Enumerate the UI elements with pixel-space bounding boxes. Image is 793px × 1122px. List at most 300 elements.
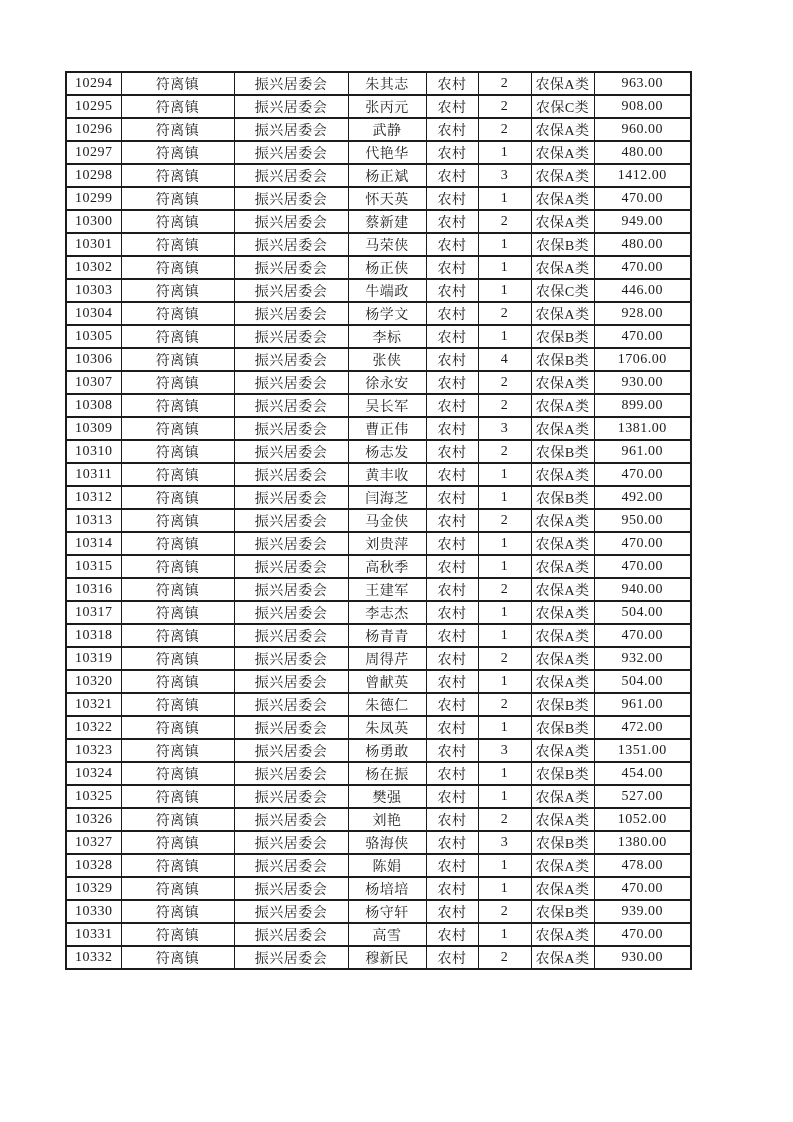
cell-amount: 908.00 bbox=[594, 95, 691, 118]
cell-person-name: 刘贵萍 bbox=[348, 532, 426, 555]
cell-town: 符离镇 bbox=[121, 118, 234, 141]
table-row bbox=[66, 854, 691, 877]
cell-insurance-type: 农保C类 bbox=[531, 279, 594, 302]
cell-amount: 504.00 bbox=[594, 670, 691, 693]
cell-committee: 振兴居委会 bbox=[234, 923, 348, 946]
cell-amount: 527.00 bbox=[594, 785, 691, 808]
cell-amount: 470.00 bbox=[594, 325, 691, 348]
table-row bbox=[66, 716, 691, 739]
cell-category: 农村 bbox=[426, 739, 478, 762]
cell-person-count: 2 bbox=[478, 118, 531, 141]
cell-person-count: 1 bbox=[478, 555, 531, 578]
cell-person-name: 朱凤英 bbox=[348, 716, 426, 739]
cell-person-name: 马荣侠 bbox=[348, 233, 426, 256]
cell-person-name: 马金侠 bbox=[348, 509, 426, 532]
cell-town: 符离镇 bbox=[121, 256, 234, 279]
cell-person-name: 刘艳 bbox=[348, 808, 426, 831]
cell-insurance-type: 农保A类 bbox=[531, 555, 594, 578]
cell-committee: 振兴居委会 bbox=[234, 854, 348, 877]
cell-record-id: 10296 bbox=[66, 118, 121, 141]
table-row bbox=[66, 279, 691, 302]
cell-record-id: 10306 bbox=[66, 348, 121, 371]
table-row bbox=[66, 164, 691, 187]
cell-amount: 1351.00 bbox=[594, 739, 691, 762]
cell-person-name: 李志杰 bbox=[348, 601, 426, 624]
cell-committee: 振兴居委会 bbox=[234, 877, 348, 900]
cell-amount: 1052.00 bbox=[594, 808, 691, 831]
cell-committee: 振兴居委会 bbox=[234, 463, 348, 486]
cell-category: 农村 bbox=[426, 164, 478, 187]
cell-town: 符离镇 bbox=[121, 739, 234, 762]
cell-person-name: 闫海芝 bbox=[348, 486, 426, 509]
table-row bbox=[66, 210, 691, 233]
cell-insurance-type: 农保A类 bbox=[531, 532, 594, 555]
cell-person-count: 2 bbox=[478, 693, 531, 716]
cell-person-count: 1 bbox=[478, 463, 531, 486]
cell-amount: 1706.00 bbox=[594, 348, 691, 371]
cell-committee: 振兴居委会 bbox=[234, 555, 348, 578]
cell-town: 符离镇 bbox=[121, 394, 234, 417]
cell-person-count: 2 bbox=[478, 509, 531, 532]
cell-amount: 480.00 bbox=[594, 141, 691, 164]
cell-insurance-type: 农保A类 bbox=[531, 785, 594, 808]
cell-person-name: 杨在振 bbox=[348, 762, 426, 785]
cell-insurance-type: 农保B类 bbox=[531, 486, 594, 509]
cell-record-id: 10312 bbox=[66, 486, 121, 509]
cell-town: 符离镇 bbox=[121, 946, 234, 969]
cell-insurance-type: 农保A类 bbox=[531, 578, 594, 601]
cell-insurance-type: 农保A类 bbox=[531, 463, 594, 486]
cell-committee: 振兴居委会 bbox=[234, 785, 348, 808]
cell-insurance-type: 农保B类 bbox=[531, 831, 594, 854]
cell-insurance-type: 农保B类 bbox=[531, 762, 594, 785]
cell-insurance-type: 农保A类 bbox=[531, 877, 594, 900]
cell-person-name: 张丙元 bbox=[348, 95, 426, 118]
cell-town: 符离镇 bbox=[121, 670, 234, 693]
cell-insurance-type: 农保B类 bbox=[531, 693, 594, 716]
cell-category: 农村 bbox=[426, 923, 478, 946]
cell-committee: 振兴居委会 bbox=[234, 440, 348, 463]
cell-town: 符离镇 bbox=[121, 371, 234, 394]
cell-category: 农村 bbox=[426, 371, 478, 394]
cell-person-count: 1 bbox=[478, 624, 531, 647]
cell-committee: 振兴居委会 bbox=[234, 739, 348, 762]
cell-record-id: 10326 bbox=[66, 808, 121, 831]
cell-category: 农村 bbox=[426, 118, 478, 141]
cell-record-id: 10311 bbox=[66, 463, 121, 486]
cell-amount: 949.00 bbox=[594, 210, 691, 233]
cell-record-id: 10323 bbox=[66, 739, 121, 762]
cell-amount: 470.00 bbox=[594, 555, 691, 578]
table-row bbox=[66, 95, 691, 118]
cell-town: 符离镇 bbox=[121, 302, 234, 325]
cell-person-count: 1 bbox=[478, 187, 531, 210]
cell-record-id: 10308 bbox=[66, 394, 121, 417]
cell-person-count: 1 bbox=[478, 256, 531, 279]
cell-person-name: 樊强 bbox=[348, 785, 426, 808]
cell-record-id: 10303 bbox=[66, 279, 121, 302]
cell-record-id: 10328 bbox=[66, 854, 121, 877]
cell-person-count: 2 bbox=[478, 900, 531, 923]
cell-person-count: 2 bbox=[478, 394, 531, 417]
cell-amount: 899.00 bbox=[594, 394, 691, 417]
cell-person-name: 高雪 bbox=[348, 923, 426, 946]
cell-town: 符离镇 bbox=[121, 233, 234, 256]
cell-insurance-type: 农保A类 bbox=[531, 187, 594, 210]
cell-category: 农村 bbox=[426, 785, 478, 808]
cell-committee: 振兴居委会 bbox=[234, 900, 348, 923]
cell-person-count: 3 bbox=[478, 164, 531, 187]
cell-amount: 940.00 bbox=[594, 578, 691, 601]
cell-person-name: 朱其志 bbox=[348, 72, 426, 95]
cell-record-id: 10329 bbox=[66, 877, 121, 900]
cell-amount: 454.00 bbox=[594, 762, 691, 785]
cell-person-name: 杨学文 bbox=[348, 302, 426, 325]
cell-record-id: 10307 bbox=[66, 371, 121, 394]
cell-town: 符离镇 bbox=[121, 601, 234, 624]
cell-record-id: 10300 bbox=[66, 210, 121, 233]
cell-town: 符离镇 bbox=[121, 578, 234, 601]
cell-committee: 振兴居委会 bbox=[234, 946, 348, 969]
cell-person-name: 牛端政 bbox=[348, 279, 426, 302]
table-row bbox=[66, 141, 691, 164]
table-row bbox=[66, 325, 691, 348]
table-row bbox=[66, 440, 691, 463]
table-row bbox=[66, 946, 691, 969]
cell-person-name: 吴长军 bbox=[348, 394, 426, 417]
cell-category: 农村 bbox=[426, 670, 478, 693]
cell-record-id: 10295 bbox=[66, 95, 121, 118]
cell-insurance-type: 农保B类 bbox=[531, 900, 594, 923]
cell-record-id: 10316 bbox=[66, 578, 121, 601]
cell-amount: 472.00 bbox=[594, 716, 691, 739]
cell-town: 符离镇 bbox=[121, 693, 234, 716]
cell-town: 符离镇 bbox=[121, 831, 234, 854]
cell-insurance-type: 农保A类 bbox=[531, 647, 594, 670]
cell-amount: 470.00 bbox=[594, 187, 691, 210]
cell-town: 符离镇 bbox=[121, 808, 234, 831]
cell-record-id: 10327 bbox=[66, 831, 121, 854]
cell-amount: 960.00 bbox=[594, 118, 691, 141]
cell-town: 符离镇 bbox=[121, 440, 234, 463]
cell-record-id: 10302 bbox=[66, 256, 121, 279]
cell-town: 符离镇 bbox=[121, 348, 234, 371]
cell-category: 农村 bbox=[426, 210, 478, 233]
table-body bbox=[66, 72, 691, 969]
table-row bbox=[66, 693, 691, 716]
cell-insurance-type: 农保A类 bbox=[531, 417, 594, 440]
cell-category: 农村 bbox=[426, 647, 478, 670]
cell-person-count: 4 bbox=[478, 348, 531, 371]
cell-record-id: 10330 bbox=[66, 900, 121, 923]
cell-person-count: 1 bbox=[478, 762, 531, 785]
cell-amount: 928.00 bbox=[594, 302, 691, 325]
cell-category: 农村 bbox=[426, 256, 478, 279]
cell-person-count: 2 bbox=[478, 95, 531, 118]
cell-person-name: 杨志发 bbox=[348, 440, 426, 463]
cell-person-name: 杨培培 bbox=[348, 877, 426, 900]
table-row bbox=[66, 256, 691, 279]
cell-category: 农村 bbox=[426, 555, 478, 578]
table-row bbox=[66, 417, 691, 440]
cell-insurance-type: 农保A类 bbox=[531, 394, 594, 417]
cell-insurance-type: 农保A类 bbox=[531, 808, 594, 831]
cell-amount: 492.00 bbox=[594, 486, 691, 509]
cell-insurance-type: 农保A类 bbox=[531, 302, 594, 325]
cell-person-name: 代艳华 bbox=[348, 141, 426, 164]
cell-insurance-type: 农保A类 bbox=[531, 210, 594, 233]
cell-committee: 振兴居委会 bbox=[234, 808, 348, 831]
cell-person-name: 穆新民 bbox=[348, 946, 426, 969]
table-row bbox=[66, 187, 691, 210]
cell-record-id: 10331 bbox=[66, 923, 121, 946]
cell-record-id: 10319 bbox=[66, 647, 121, 670]
cell-town: 符离镇 bbox=[121, 486, 234, 509]
cell-person-name: 曾献英 bbox=[348, 670, 426, 693]
cell-person-count: 2 bbox=[478, 647, 531, 670]
cell-town: 符离镇 bbox=[121, 854, 234, 877]
cell-category: 农村 bbox=[426, 831, 478, 854]
cell-town: 符离镇 bbox=[121, 923, 234, 946]
cell-person-count: 1 bbox=[478, 601, 531, 624]
cell-amount: 1380.00 bbox=[594, 831, 691, 854]
cell-amount: 480.00 bbox=[594, 233, 691, 256]
cell-category: 农村 bbox=[426, 578, 478, 601]
cell-town: 符离镇 bbox=[121, 555, 234, 578]
table-row bbox=[66, 532, 691, 555]
cell-committee: 振兴居委会 bbox=[234, 233, 348, 256]
cell-committee: 振兴居委会 bbox=[234, 509, 348, 532]
cell-town: 符离镇 bbox=[121, 95, 234, 118]
cell-person-count: 1 bbox=[478, 670, 531, 693]
cell-committee: 振兴居委会 bbox=[234, 187, 348, 210]
cell-town: 符离镇 bbox=[121, 532, 234, 555]
cell-person-count: 1 bbox=[478, 532, 531, 555]
cell-amount: 470.00 bbox=[594, 532, 691, 555]
cell-committee: 振兴居委会 bbox=[234, 279, 348, 302]
cell-category: 农村 bbox=[426, 900, 478, 923]
cell-person-count: 3 bbox=[478, 831, 531, 854]
cell-record-id: 10314 bbox=[66, 532, 121, 555]
cell-amount: 470.00 bbox=[594, 923, 691, 946]
table-row bbox=[66, 785, 691, 808]
cell-town: 符离镇 bbox=[121, 509, 234, 532]
table-row bbox=[66, 463, 691, 486]
cell-category: 农村 bbox=[426, 440, 478, 463]
cell-town: 符离镇 bbox=[121, 877, 234, 900]
cell-town: 符离镇 bbox=[121, 72, 234, 95]
cell-committee: 振兴居委会 bbox=[234, 762, 348, 785]
cell-record-id: 10324 bbox=[66, 762, 121, 785]
cell-insurance-type: 农保A类 bbox=[531, 256, 594, 279]
cell-insurance-type: 农保A类 bbox=[531, 509, 594, 532]
table-row bbox=[66, 578, 691, 601]
cell-amount: 1412.00 bbox=[594, 164, 691, 187]
cell-amount: 939.00 bbox=[594, 900, 691, 923]
cell-amount: 963.00 bbox=[594, 72, 691, 95]
cell-category: 农村 bbox=[426, 141, 478, 164]
cell-amount: 478.00 bbox=[594, 854, 691, 877]
cell-committee: 振兴居委会 bbox=[234, 72, 348, 95]
cell-record-id: 10321 bbox=[66, 693, 121, 716]
cell-person-count: 2 bbox=[478, 808, 531, 831]
cell-committee: 振兴居委会 bbox=[234, 486, 348, 509]
cell-category: 农村 bbox=[426, 486, 478, 509]
table-row bbox=[66, 72, 691, 95]
cell-committee: 振兴居委会 bbox=[234, 256, 348, 279]
cell-committee: 振兴居委会 bbox=[234, 647, 348, 670]
cell-person-name: 曹正伟 bbox=[348, 417, 426, 440]
cell-category: 农村 bbox=[426, 417, 478, 440]
cell-committee: 振兴居委会 bbox=[234, 118, 348, 141]
cell-category: 农村 bbox=[426, 808, 478, 831]
cell-category: 农村 bbox=[426, 233, 478, 256]
table-row bbox=[66, 118, 691, 141]
cell-record-id: 10301 bbox=[66, 233, 121, 256]
cell-amount: 961.00 bbox=[594, 440, 691, 463]
cell-record-id: 10325 bbox=[66, 785, 121, 808]
cell-category: 农村 bbox=[426, 854, 478, 877]
cell-person-count: 2 bbox=[478, 210, 531, 233]
cell-town: 符离镇 bbox=[121, 647, 234, 670]
table-row bbox=[66, 624, 691, 647]
cell-committee: 振兴居委会 bbox=[234, 578, 348, 601]
cell-person-count: 1 bbox=[478, 325, 531, 348]
cell-town: 符离镇 bbox=[121, 164, 234, 187]
cell-amount: 930.00 bbox=[594, 371, 691, 394]
cell-amount: 930.00 bbox=[594, 946, 691, 969]
cell-committee: 振兴居委会 bbox=[234, 532, 348, 555]
cell-person-count: 1 bbox=[478, 877, 531, 900]
cell-person-count: 1 bbox=[478, 854, 531, 877]
cell-category: 农村 bbox=[426, 72, 478, 95]
cell-record-id: 10297 bbox=[66, 141, 121, 164]
cell-person-name: 张侠 bbox=[348, 348, 426, 371]
cell-record-id: 10310 bbox=[66, 440, 121, 463]
cell-person-name: 黄丰收 bbox=[348, 463, 426, 486]
table-row bbox=[66, 302, 691, 325]
cell-insurance-type: 农保A类 bbox=[531, 601, 594, 624]
cell-person-count: 1 bbox=[478, 279, 531, 302]
cell-record-id: 10294 bbox=[66, 72, 121, 95]
table-row bbox=[66, 877, 691, 900]
cell-town: 符离镇 bbox=[121, 187, 234, 210]
table-row bbox=[66, 371, 691, 394]
cell-person-count: 1 bbox=[478, 233, 531, 256]
cell-committee: 振兴居委会 bbox=[234, 831, 348, 854]
cell-person-name: 怀天英 bbox=[348, 187, 426, 210]
cell-person-count: 1 bbox=[478, 141, 531, 164]
cell-record-id: 10322 bbox=[66, 716, 121, 739]
cell-committee: 振兴居委会 bbox=[234, 601, 348, 624]
cell-person-count: 1 bbox=[478, 923, 531, 946]
cell-category: 农村 bbox=[426, 348, 478, 371]
cell-insurance-type: 农保B类 bbox=[531, 233, 594, 256]
cell-person-name: 周得芹 bbox=[348, 647, 426, 670]
table-row bbox=[66, 555, 691, 578]
cell-committee: 振兴居委会 bbox=[234, 693, 348, 716]
cell-insurance-type: 农保A类 bbox=[531, 624, 594, 647]
cell-category: 农村 bbox=[426, 877, 478, 900]
cell-category: 农村 bbox=[426, 716, 478, 739]
cell-amount: 470.00 bbox=[594, 256, 691, 279]
table-row bbox=[66, 486, 691, 509]
cell-town: 符离镇 bbox=[121, 762, 234, 785]
cell-record-id: 10320 bbox=[66, 670, 121, 693]
cell-committee: 振兴居委会 bbox=[234, 624, 348, 647]
table-row bbox=[66, 509, 691, 532]
table-row bbox=[66, 348, 691, 371]
cell-person-count: 1 bbox=[478, 785, 531, 808]
cell-person-name: 李标 bbox=[348, 325, 426, 348]
cell-committee: 振兴居委会 bbox=[234, 394, 348, 417]
cell-amount: 470.00 bbox=[594, 463, 691, 486]
cell-record-id: 10315 bbox=[66, 555, 121, 578]
cell-record-id: 10332 bbox=[66, 946, 121, 969]
cell-committee: 振兴居委会 bbox=[234, 670, 348, 693]
cell-insurance-type: 农保A类 bbox=[531, 923, 594, 946]
cell-category: 农村 bbox=[426, 762, 478, 785]
cell-category: 农村 bbox=[426, 624, 478, 647]
cell-category: 农村 bbox=[426, 463, 478, 486]
cell-amount: 950.00 bbox=[594, 509, 691, 532]
cell-insurance-type: 农保A类 bbox=[531, 854, 594, 877]
cell-insurance-type: 农保A类 bbox=[531, 164, 594, 187]
cell-person-count: 2 bbox=[478, 371, 531, 394]
cell-amount: 446.00 bbox=[594, 279, 691, 302]
cell-committee: 振兴居委会 bbox=[234, 95, 348, 118]
cell-town: 符离镇 bbox=[121, 279, 234, 302]
cell-record-id: 10304 bbox=[66, 302, 121, 325]
table-row bbox=[66, 808, 691, 831]
cell-person-count: 3 bbox=[478, 739, 531, 762]
cell-person-count: 2 bbox=[478, 578, 531, 601]
cell-insurance-type: 农保A类 bbox=[531, 946, 594, 969]
cell-insurance-type: 农保B类 bbox=[531, 325, 594, 348]
cell-town: 符离镇 bbox=[121, 785, 234, 808]
cell-category: 农村 bbox=[426, 532, 478, 555]
table-row bbox=[66, 762, 691, 785]
table-row bbox=[66, 831, 691, 854]
cell-person-name: 杨正侠 bbox=[348, 256, 426, 279]
cell-person-name: 蔡新建 bbox=[348, 210, 426, 233]
cell-town: 符离镇 bbox=[121, 900, 234, 923]
cell-amount: 1381.00 bbox=[594, 417, 691, 440]
cell-committee: 振兴居委会 bbox=[234, 325, 348, 348]
table-row bbox=[66, 601, 691, 624]
cell-category: 农村 bbox=[426, 394, 478, 417]
cell-category: 农村 bbox=[426, 601, 478, 624]
table-row bbox=[66, 394, 691, 417]
cell-person-name: 骆海侠 bbox=[348, 831, 426, 854]
cell-person-count: 2 bbox=[478, 302, 531, 325]
cell-town: 符离镇 bbox=[121, 141, 234, 164]
cell-amount: 504.00 bbox=[594, 601, 691, 624]
table-row bbox=[66, 739, 691, 762]
cell-insurance-type: 农保C类 bbox=[531, 95, 594, 118]
cell-person-count: 2 bbox=[478, 440, 531, 463]
cell-record-id: 10305 bbox=[66, 325, 121, 348]
cell-record-id: 10298 bbox=[66, 164, 121, 187]
table-row bbox=[66, 647, 691, 670]
cell-record-id: 10299 bbox=[66, 187, 121, 210]
cell-person-count: 2 bbox=[478, 72, 531, 95]
cell-person-count: 1 bbox=[478, 716, 531, 739]
cell-person-name: 朱德仁 bbox=[348, 693, 426, 716]
table-row bbox=[66, 233, 691, 256]
cell-person-name: 高秋季 bbox=[348, 555, 426, 578]
cell-category: 农村 bbox=[426, 95, 478, 118]
